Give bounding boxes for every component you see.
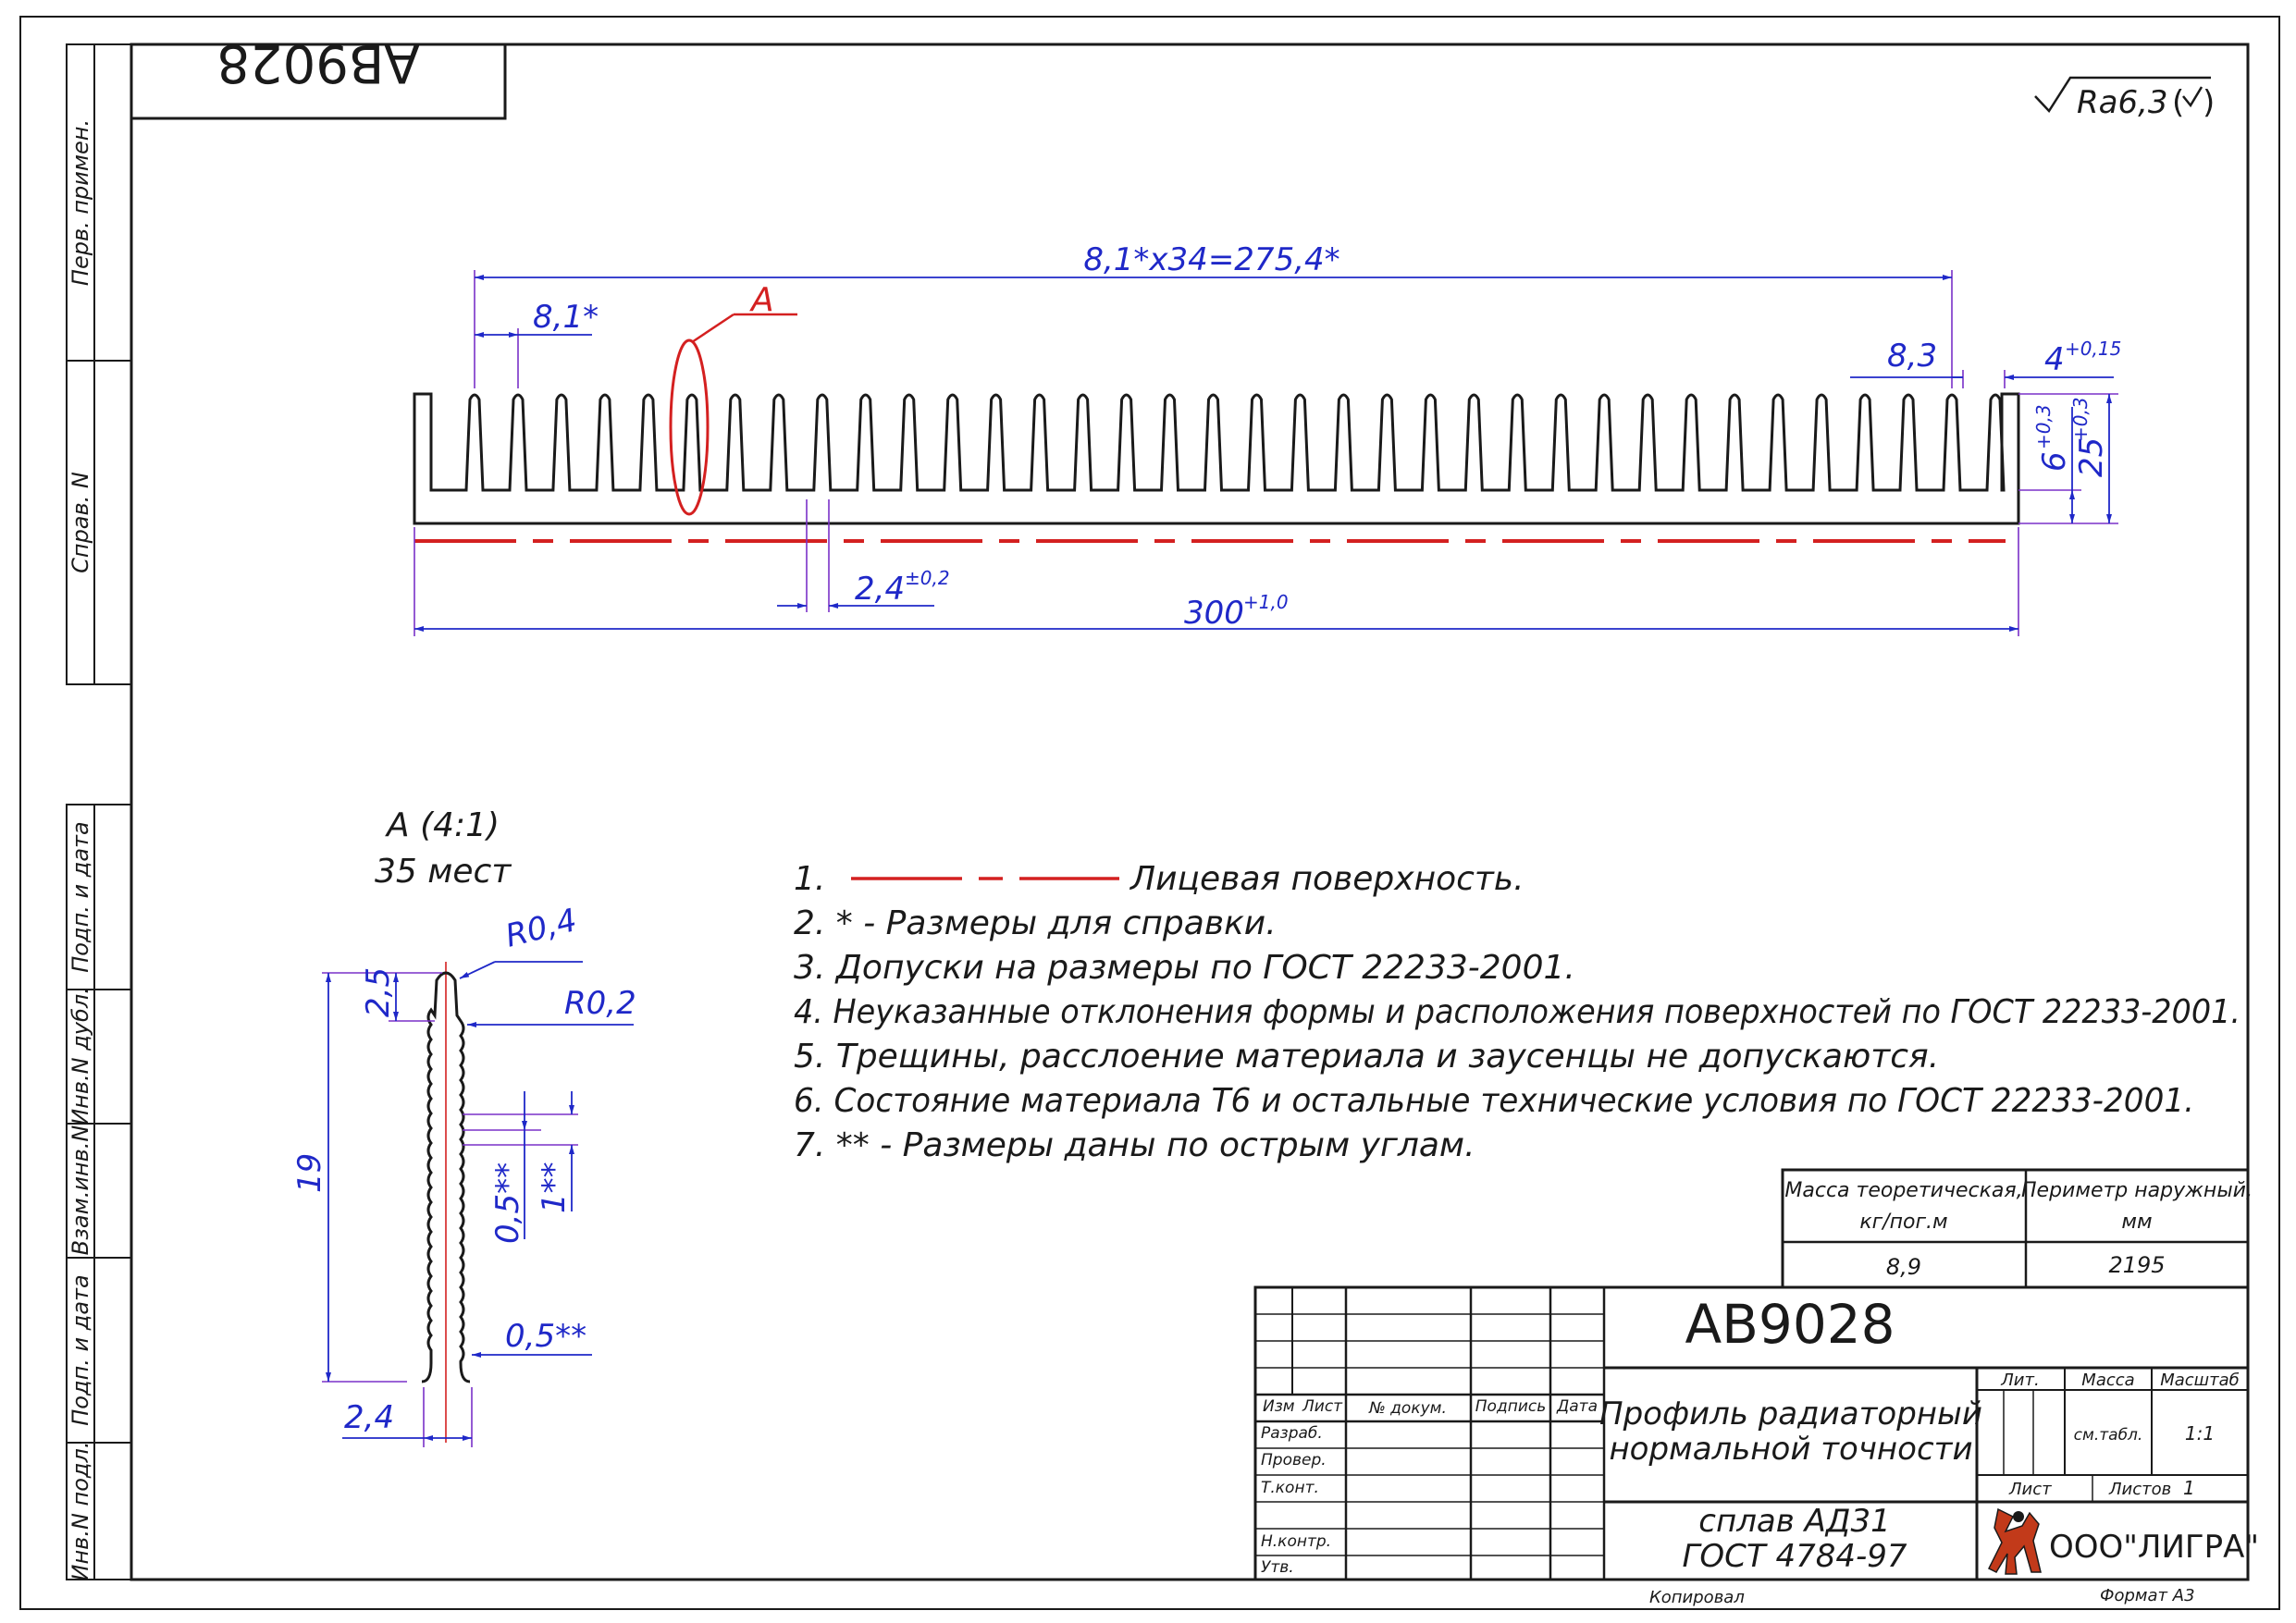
name-line-1: Профиль радиаторный	[1599, 1396, 1982, 1432]
dim-end-fin: 4	[2044, 341, 2065, 378]
scale-value: 1:1	[2184, 1422, 2216, 1445]
dim-base: 6	[2036, 451, 2073, 472]
label-vzam-inv-n: Взам.инв.N	[68, 1125, 93, 1256]
dim-end-pitch: 8,3	[1887, 338, 1938, 375]
roughness-text: Ra6,3	[2077, 84, 2168, 121]
mass-header-2: кг/пог.м	[1859, 1211, 1948, 1234]
dim-height-tol: +0,3	[2069, 397, 2092, 442]
note-6: 6. Состояние материала Т6 и остальные технические условия по ГОСТ 22233-2001.	[794, 1082, 2194, 1120]
designation: АВ9028	[1685, 1293, 1895, 1356]
detail-count: 35 мест	[375, 853, 512, 891]
label-sprav-n: Справ. N	[68, 472, 93, 573]
detail-foot: 0,5**	[505, 1318, 587, 1355]
detail-title: А (4:1)	[387, 806, 500, 844]
detail-a	[291, 806, 636, 1447]
mass-header-1: Масса теоретическая,	[1784, 1179, 2023, 1202]
mass-value-cell: см.табл.	[2073, 1426, 2143, 1445]
detail-tip-len: 2,5	[360, 966, 397, 1017]
note-1-text: Лицевая поверхность.	[1130, 860, 1524, 898]
hdr-list: Лист	[1302, 1397, 1343, 1416]
detail-r-groove: R0,2	[564, 985, 636, 1022]
dim-length: 300	[1184, 595, 1244, 632]
detail-groove-depth: 0,5**	[489, 1162, 526, 1244]
dim-height: 25	[2073, 436, 2110, 477]
roughness-paren-open: (	[2172, 84, 2185, 121]
perimeter-value: 2195	[2108, 1252, 2166, 1278]
top-stamp	[131, 33, 505, 119]
company-logo	[1989, 1509, 2041, 1574]
role-utv: Утв.	[1261, 1558, 1294, 1577]
listov-label: Листов	[2109, 1480, 2172, 1499]
format-label: Формат А3	[2100, 1586, 2195, 1605]
dim-end-fin-tol: +0,15	[2065, 338, 2122, 360]
dim-pitch-total: 8,1*x34=275,4*	[1083, 241, 1340, 278]
detail-r-tip: R0,4	[501, 902, 581, 955]
note-3: 3. Допуски на размеры по ГОСТ 22233-2001.	[794, 949, 1575, 987]
technical-notes	[794, 860, 2240, 1164]
masshtab-label: Масштаб	[2160, 1371, 2240, 1390]
label-podp-data-2: Подп. и дата	[68, 1274, 93, 1426]
dimensions-main	[414, 270, 2118, 636]
callout-a-letter: А	[751, 281, 774, 319]
note-7: 7. ** - Размеры даны по острым углам.	[794, 1126, 1475, 1164]
mass-value: 8,9	[1885, 1254, 1922, 1280]
perimeter-header-2: мм	[2121, 1211, 2153, 1234]
role-razrab: Разраб.	[1261, 1424, 1323, 1443]
note-2: 2. * - Размеры для справки.	[794, 904, 1277, 942]
lit-label: Лит.	[2001, 1371, 2040, 1390]
role-tkont: Т.конт.	[1261, 1479, 1319, 1497]
dim-pitch: 8,1*	[533, 299, 599, 336]
roughness-symbol	[2035, 78, 2215, 121]
detail-width: 2,4	[344, 1399, 395, 1436]
label-podp-data-1: Подп. и дата	[68, 821, 93, 973]
detail-height: 19	[291, 1152, 328, 1193]
listov-value: 1	[2183, 1477, 2195, 1499]
note-4: 4. Неуказанные отклонения формы и расположения поверхностей по ГОСТ 22233-2001.	[794, 993, 2240, 1031]
note-1-num: 1.	[794, 860, 826, 898]
dim-base-tol: +0,3	[2032, 404, 2055, 449]
name-line-2: нормальной точности	[1609, 1431, 1973, 1468]
hdr-dokum: № докум.	[1369, 1399, 1447, 1418]
list-label: Лист	[2009, 1480, 2052, 1499]
detail-groove-pitch: 1**	[536, 1162, 573, 1213]
label-inv-n-podl: Инв.N подл.	[68, 1441, 93, 1581]
role-nkontr: Н.контр.	[1261, 1532, 1332, 1551]
profile-outline	[414, 394, 2018, 523]
hdr-izm: Изм	[1263, 1397, 1295, 1416]
material-line-2: ГОСТ 4784-97	[1682, 1538, 1907, 1575]
massa-label: Масса	[2081, 1371, 2135, 1390]
label-perv-primen: Перв. примен.	[68, 118, 93, 287]
roughness-paren-close: )	[2203, 84, 2216, 121]
margin-labels	[68, 119, 93, 1581]
note-5: 5. Трещины, расслоение материала и заусенцы не допускаются.	[794, 1038, 1940, 1076]
dim-length-tol: +1,0	[1243, 591, 1289, 613]
company-name: ООО"ЛИГРА"	[2049, 1529, 2260, 1566]
hdr-data: Дата	[1556, 1397, 1599, 1416]
dim-fin-width: 2,4	[855, 571, 906, 608]
perimeter-header-1: Периметр наружный,	[2021, 1179, 2253, 1202]
dim-fin-width-tol: ±0,2	[905, 567, 950, 589]
copied-label: Копировал	[1649, 1588, 1745, 1607]
mass-table	[1783, 1170, 2253, 1287]
material-line-1: сплав АД31	[1698, 1503, 1891, 1540]
top-stamp-text: АВ9028	[216, 32, 420, 93]
hdr-podpis: Подпись	[1475, 1397, 1547, 1416]
label-inv-n-dubl: Инв.N дубл.	[68, 987, 93, 1125]
profile-main-view	[414, 394, 2018, 523]
role-prover: Провер.	[1261, 1451, 1327, 1469]
title-block-texts	[1261, 1293, 2259, 1607]
